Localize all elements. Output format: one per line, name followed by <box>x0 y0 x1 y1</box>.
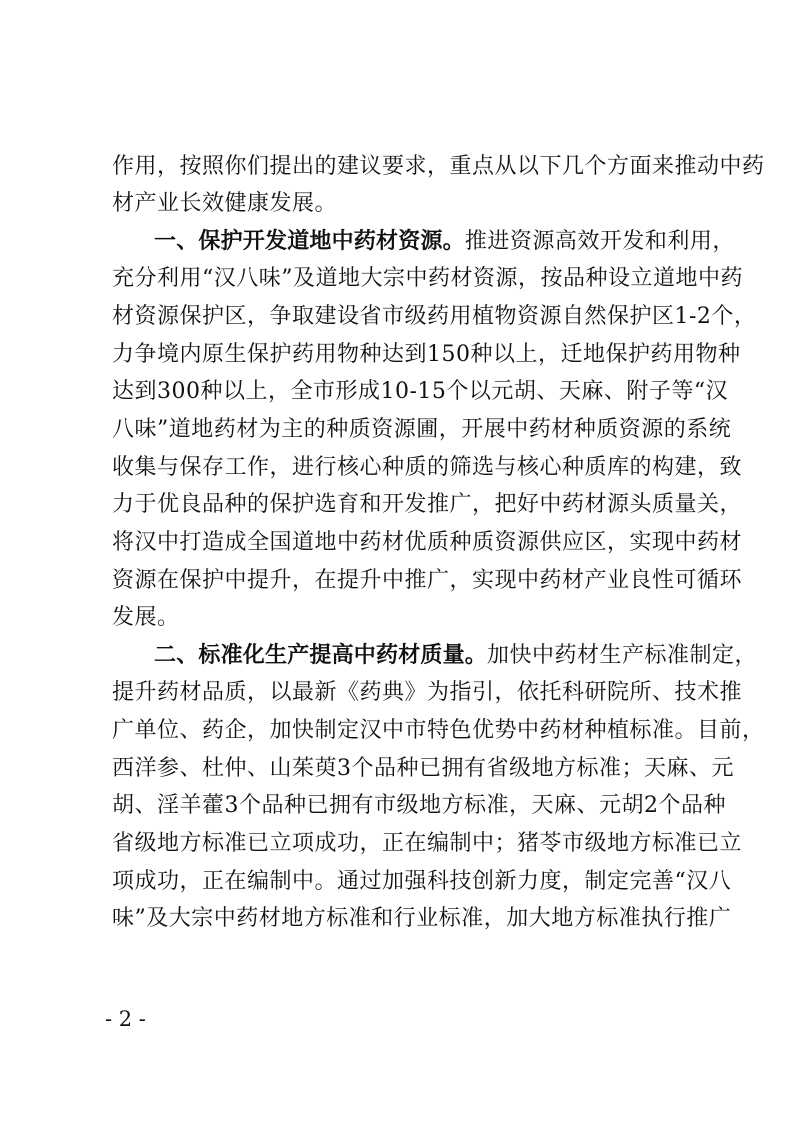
body-text-span: 加快中药材生产标准制定， <box>487 643 758 668</box>
body-text-line: 收集与保存工作，进行核心种质的筛选与核心种质库的构建，致 <box>112 455 743 480</box>
section-heading-standardization: 二、标准化生产提高中药材质量。 <box>154 643 488 668</box>
paragraph-line <box>154 228 735 256</box>
body-text-line: 西洋参、杜仲、山茱萸3个品种已拥有省级地方标准；天麻、元 <box>112 756 734 781</box>
body-text-line: 将汉中打造成全国道地中药材优质种质资源供应区，实现中药材 <box>112 530 743 555</box>
body-text-line: 八味”道地药材为主的种质资源圃，开展中药材种质资源的系统 <box>112 417 732 442</box>
body-text-line: 充分利用“汉八味”及道地大宗中药材资源，按品种设立道地中药 <box>112 266 743 291</box>
body-text-line: 资源在保护中提升，在提升中推广，实现中药材产业良性可循环 <box>112 568 743 593</box>
body-text-line: 项成功，正在编制中。通过加强科技创新力度，制定完善“汉八 <box>112 869 732 894</box>
body-text-line: 省级地方标准已立项成功，正在编制中；猪苓市级地方标准已立 <box>112 831 743 856</box>
body-text-line: 力于优良品种的保护选育和开发推广，把好中药材源头质量关， <box>112 492 743 517</box>
body-text-line: 力争境内原生保护药用物种达到150种以上，迁地保护药用物种 <box>112 342 741 367</box>
body-text-line: 材资源保护区，争取建设省市级药用植物资源自然保护区1-2个， <box>112 304 757 329</box>
section-heading-resources: 一、保护开发道地中药材资源。 <box>154 229 465 254</box>
paragraph-line <box>154 642 758 670</box>
body-text-line: 发展。 <box>112 605 180 630</box>
body-text-line: 材产业长效健康发展。 <box>112 191 338 216</box>
page-number: - 2 - <box>105 1007 146 1031</box>
body-text-line: 味”及大宗中药材地方标准和行业标准，加大地方标准执行推广 <box>112 906 732 931</box>
body-text-line: 达到300种以上，全市形成10-15个以元胡、天麻、附子等“汉 <box>112 379 729 404</box>
body-text-line: 作用，按照你们提出的建议要求，重点从以下几个方面来推动中药 <box>112 154 765 179</box>
body-text-line: 胡、淫羊藿3个品种已拥有市级地方标准，天麻、元胡2个品种 <box>112 793 726 818</box>
body-text-line: 提升药材品质，以最新《药典》为指引，依托科研院所、技术推 <box>112 680 743 705</box>
body-text-line: 广单位、药企，加快制定汉中市特色优势中药材种植标准。目前， <box>112 718 765 743</box>
body-text-span: 推进资源高效开发和利用， <box>464 229 735 254</box>
